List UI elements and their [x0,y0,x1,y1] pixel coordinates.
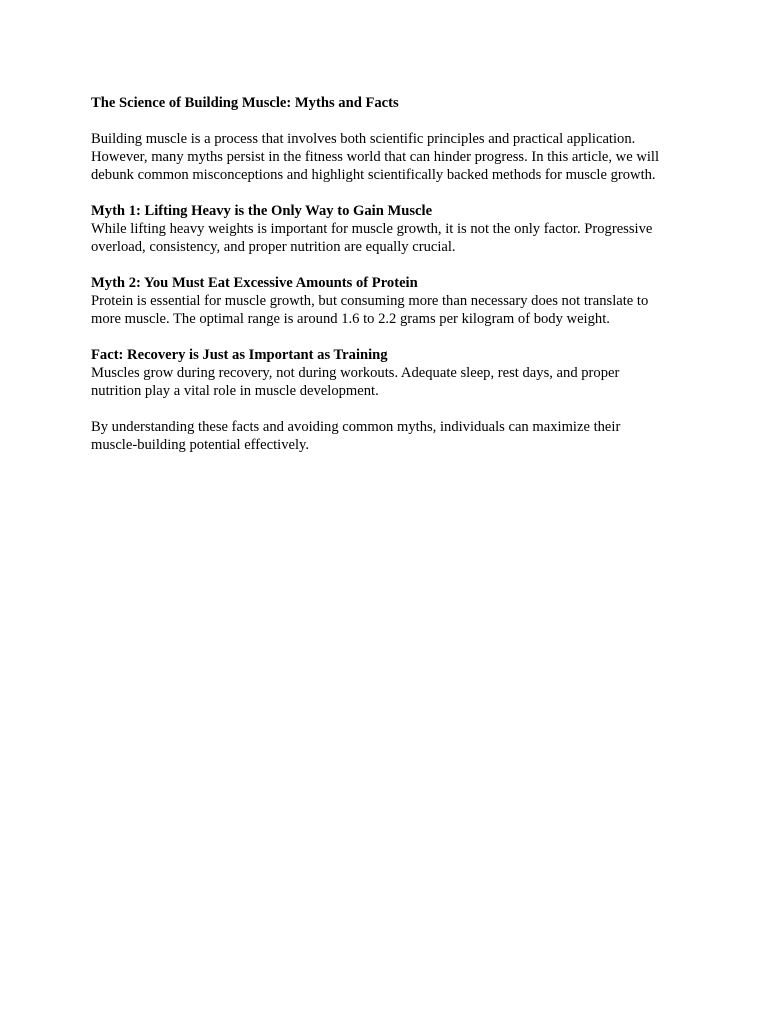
section-fact [91,346,691,400]
section-heading: Myth 1: Lifting Heavy is the Only Way to Gain Muscle [91,203,433,219]
intro-line: debunk common misconceptions and highlight scientifically backed methods for muscle growth. [91,167,656,183]
conclusion-paragraph [91,418,691,454]
section-line: Muscles grow during recovery, not during workouts. Adequate sleep, rest days, and proper [91,365,620,381]
section-line: nutrition play a vital role in muscle development. [91,383,379,399]
section-line: While lifting heavy weights is important for muscle growth, it is not the only factor. Progressive [91,221,653,237]
intro-line: Building muscle is a process that involves both scientific principles and practical application. [91,131,636,147]
document-page [91,94,691,472]
section-myth-1 [91,202,691,256]
conclusion-line: By understanding these facts and avoiding common myths, individuals can maximize their [91,419,621,435]
section-line: Protein is essential for muscle growth, but consuming more than necessary does not translate to [91,293,649,309]
section-myth-2 [91,274,691,328]
section-body [91,364,691,400]
section-line: overload, consistency, and proper nutrition are equally crucial. [91,239,456,255]
section-heading: Fact: Recovery is Just as Important as Training [91,347,388,363]
intro-line: However, many myths persist in the fitness world that can hinder progress. In this article, we will [91,149,660,165]
intro-paragraph [91,130,691,184]
document-title: The Science of Building Muscle: Myths and Facts [91,95,399,111]
section-heading: Myth 2: You Must Eat Excessive Amounts of Protein [91,275,418,291]
section-line: more muscle. The optimal range is around 1.6 to 2.2 grams per kilogram of body weight. [91,311,610,327]
section-body [91,220,691,256]
conclusion-line: muscle-building potential effectively. [91,437,310,453]
section-body [91,292,691,328]
